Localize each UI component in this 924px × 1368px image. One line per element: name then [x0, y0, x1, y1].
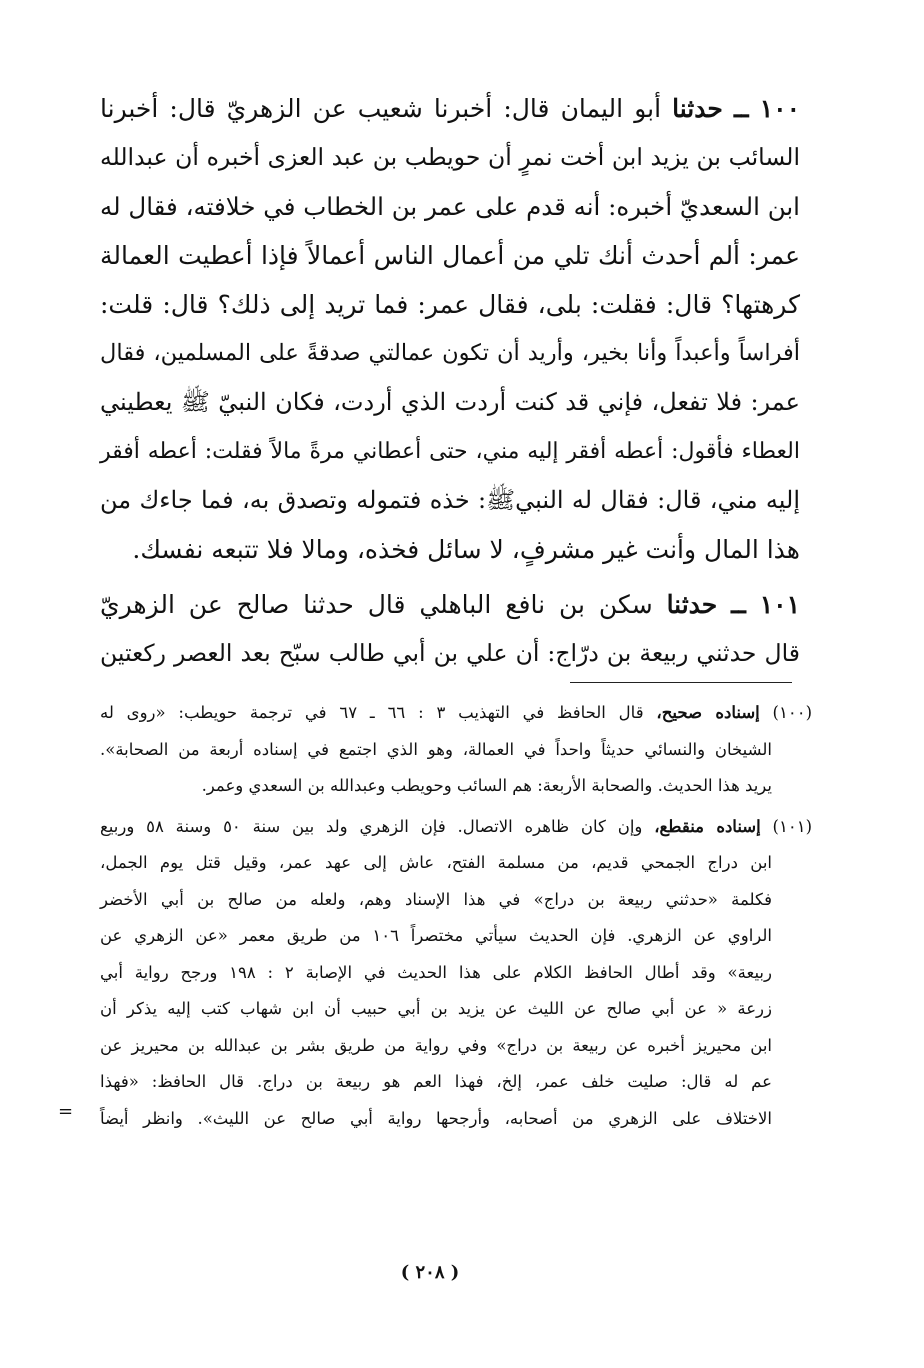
footnote-101-line-6: زرعة « عن أبي صالح عن الليث عن يزيد بن أبي حبيب أن ابن شهاب كتب إليه يذكر أن — [100, 999, 772, 1018]
hadith-100-number: ١٠٠ — [759, 94, 801, 123]
footnote-101-lead: إسناده منقطع، — [654, 816, 761, 836]
hadith-100-line-10: هذا المال وأنت غير مشرفٍ، لا سائل فخذه، ومالا فلا تتبعه نفسك. — [132, 535, 800, 564]
hadith-101-keyword: حدثنا — [666, 590, 718, 619]
footnote-100-line-3: يريد هذا الحديث. والصحابة الأربعة: هم السائب وحويطب وعبدالله بن السعدي وعمر. — [201, 776, 772, 795]
hadith-100-line-9: إليه مني، قال: فقال له النبيﷺ: خذه فتموله وتصدق به، فما جاءك من — [100, 486, 800, 514]
footnote-101-line-3: فكلمة «حدثني ربيعة بن دراج» في هذا الإسناد وهم، ولعله من صالح بن أبي الأخضر — [100, 889, 772, 909]
footnote-101-line-2: ابن دراج الجمحي قديم، من مسلمة الفتح، عاش إلى عهد عمر، وقيل قتل يوم الجمل، — [100, 853, 772, 872]
footnotes — [58, 695, 813, 1137]
footnote-100-line-2: الشيخان والنسائي حديثاً واحداً في العمالة، وهو الذي اجتمع في إسناده أربعة من الصحابة». — [100, 739, 772, 759]
footnote-100-text: قال الحافظ في التهذيب ٣ : ٦٦ ـ ٦٧ في ترجمة حويطب: «روى له — [100, 703, 644, 722]
hadith-100-text: أبو اليمان قال: أخبرنا شعيب عن الزهريّ قال: أخبرنا — [100, 94, 662, 123]
footnote-separator — [570, 682, 792, 683]
footnote-101-line-7: ابن محيريز أخبره عن ربيعة بن دراج» وفي رواية من طريق بشر بن عبدالله بن محيريز عن — [100, 1035, 772, 1055]
hadith-100-line-7: عمر: فلا تفعل، فإني قد كنت أردت الذي أردت، فكان النبيّ ﷺ يعطيني — [100, 388, 800, 416]
footnote-101-line-1 — [100, 809, 812, 846]
hadith-101-line-1 — [100, 580, 800, 629]
footnote-101-line-5: ربيعة» وقد أطال الحافظ الكلام على هذا الحديث في الإصابة ٢ : ١٩٨ ورجح رواية أبي — [100, 962, 772, 982]
footnote-100-line-1 — [100, 695, 812, 732]
hadith-100-line-6: أفراساً وأعبداً وأنا بخير، وأريد أن تكون عمالتي صدقةً على المسلمين، فقال — [100, 340, 800, 366]
hadith-100-line-3: ابن السعديّ أخبره: أنه قدم على عمر بن الخطاب في خلافته، فقال له — [100, 192, 800, 221]
hadith-101-number: ١٠١ — [759, 590, 801, 619]
footnote-101-line-8: عم له قال: صليت خلف عمر، إلخ، فهذا العم هو ربيعة بن دراج. قال الحافظ: «فهذا — [100, 1072, 772, 1091]
hadith-100-dash: ــ — [733, 94, 749, 123]
continuation-mark: = — [58, 1100, 74, 1122]
hadith-100-line-4: عمر: ألم أحدث أنك تلي من أعمال الناس أعمالاً فإذا أعطيت العمالة — [100, 241, 800, 270]
footnote-101-text: وإن كان ظاهره الاتصال. فإن الزهري ولد بين سنة ٥٠ وسنة ٥٨ وربيع — [100, 816, 643, 836]
hadith-101-dash: ــ — [731, 590, 746, 619]
main-text — [100, 84, 800, 678]
footnote-101-last-wrap — [58, 1100, 812, 1138]
hadith-100-line-5: كرهتها؟ قال: فقلت: بلى، فقال عمر: فما تريد إلى ذلك؟ قال: قلت: — [100, 290, 800, 319]
footnote-101-line-9: الاختلاف على الزهري من أصحابه، وأرجحها رواية أبي صالح عن الليث». وانظر أيضاً — [100, 1108, 772, 1128]
footnote-100-label: (١٠٠) — [772, 703, 813, 722]
footnote-101-label: (١٠١) — [772, 816, 813, 836]
hadith-100-keyword: حدثنا — [672, 94, 723, 123]
hadith-100-line-8: العطاء فأقول: أعطه أفقر إليه مني، حتى أعطاني مرةً مالاً فقلت: أعطه أفقر — [100, 439, 800, 464]
hadith-101-text: سكن بن نافع الباهلي قال حدثنا صالح عن الزهريّ — [100, 590, 653, 619]
footnote-101-line-4: الراوي عن الزهري. فإن الحديث سيأتي مختصراً ١٠٦ من طريق معمر «عن الزهري عن — [100, 926, 772, 945]
footnote-100-lead: إسناده صحيح، — [656, 703, 760, 722]
hadith-100-line-1 — [100, 84, 800, 133]
hadith-100-line-2: السائب بن يزيد ابن أخت نمرٍ أن حويطب بن عبد العزى أخبره أن عبدالله — [100, 143, 800, 171]
hadith-101-line-2: قال حدثني ربيعة بن درّاج: أن علي بن أبي طالب سبّح بعد العصر ركعتين — [100, 639, 800, 667]
page-number: ( ٢٠٨ ) — [400, 1262, 460, 1283]
